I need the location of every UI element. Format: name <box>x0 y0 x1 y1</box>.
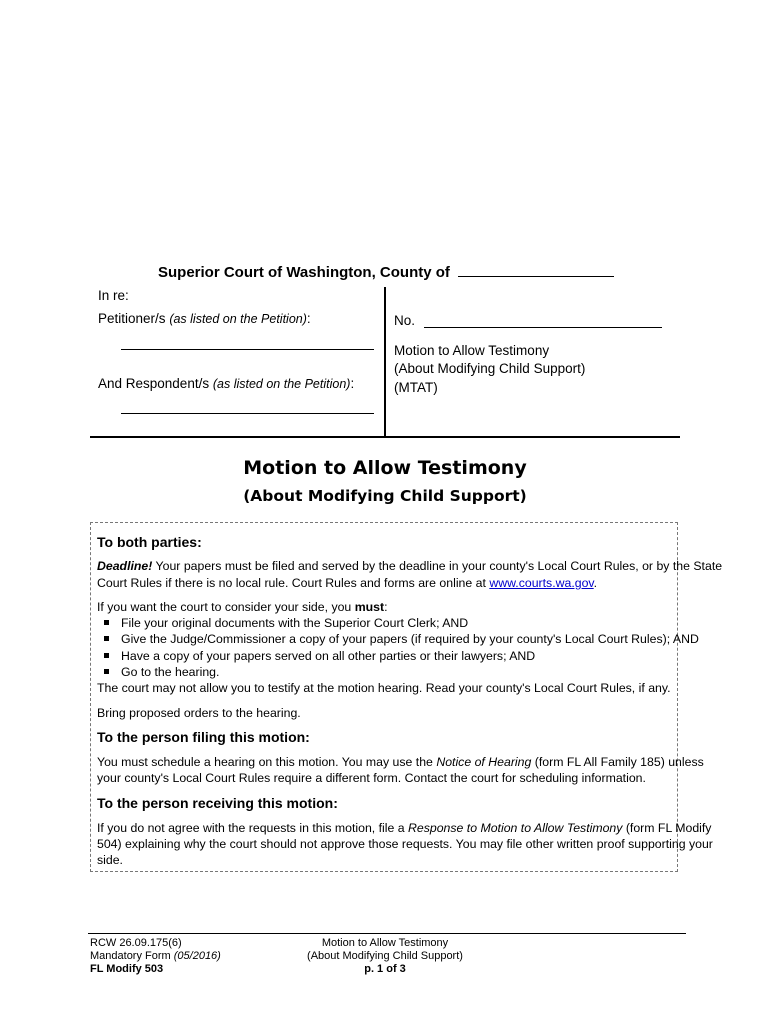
filing-heading: To the person filing this motion: <box>97 729 310 745</box>
county-blank-field[interactable] <box>458 262 614 277</box>
courts-website-link[interactable]: www.courts.wa.gov <box>489 576 594 590</box>
bullet-text: Have a copy of your papers served on all other parties or their lawyers; AND <box>121 649 536 663</box>
petitioner-note: (as listed on the Petition) <box>169 312 307 326</box>
bullet-text: Give the Judge/Commissioner a copy of your papers (if required by your county's Local Court Rules); AND <box>121 632 699 646</box>
page-title: Motion to Allow Testimony <box>243 457 527 479</box>
respondent-note: (as listed on the Petition) <box>212 377 351 391</box>
caption-bottom-rule <box>90 436 680 438</box>
deadline-end: . <box>593 576 598 590</box>
bullet-icon <box>104 636 109 641</box>
list-item <box>104 664 219 680</box>
must-colon: : <box>384 600 388 614</box>
respondent-label <box>98 376 354 391</box>
bullet-icon <box>104 669 109 674</box>
court-title-text: Superior Court of Washington, County of <box>158 264 450 281</box>
deadline-label: Deadline! <box>97 559 153 573</box>
deadline-line1 <box>97 558 722 574</box>
response-form-ref: Response to Motion to Allow Testimony <box>408 821 623 835</box>
petitioner-colon: : <box>306 311 311 326</box>
footer-rule <box>88 933 686 934</box>
in-re-label: In re: <box>98 288 129 303</box>
footer-title-line2: (About Modifying Child Support) <box>307 950 463 962</box>
receiving-line3: side. <box>97 853 123 867</box>
petitioner-label <box>98 311 311 326</box>
must-intro: If you want the court to consider your side, you <box>97 600 355 614</box>
bullet-text: Go to the hearing. <box>121 665 220 679</box>
list-item <box>104 615 468 631</box>
bullet-icon <box>104 620 109 625</box>
list-item <box>104 648 535 664</box>
doc-title-line3: (MTAT) <box>394 380 438 395</box>
page-subtitle: (About Modifying Child Support) <box>243 487 527 505</box>
deadline-text-2: Court Rules if there is no local rule. Court Rules and forms are online at <box>97 576 490 590</box>
case-number-label: No. <box>394 313 416 328</box>
footer-page-number: p. 1 of 3 <box>364 963 406 975</box>
bullet-icon <box>104 653 109 658</box>
caption-divider <box>384 287 386 437</box>
deadline-line2 <box>97 575 597 591</box>
must-intro-line <box>97 599 388 615</box>
receiving-text-1c: (form FL Modify <box>622 821 712 835</box>
must-word: must <box>354 600 385 614</box>
mandatory-date: (05/2016) <box>173 950 221 962</box>
receiving-text-1a: If you do not agree with the requests in this motion, file a <box>97 821 409 835</box>
both-parties-heading: To both parties: <box>97 534 202 550</box>
receiving-line2: 504) explaining why the court should not approve those requests. You may file other written proof supporting your <box>97 837 713 851</box>
respondent-label-text: And Respondent/s <box>98 376 210 391</box>
doc-title-line2: (About Modifying Child Support) <box>394 361 586 376</box>
receiving-heading: To the person receiving this motion: <box>97 795 338 811</box>
notice-of-hearing-ref: Notice of Hearing <box>436 755 532 769</box>
court-title <box>158 262 614 281</box>
filing-line1 <box>97 754 704 770</box>
bullet-text: File your original documents with the Superior Court Clerk; AND <box>121 616 469 630</box>
case-number-field[interactable] <box>424 327 662 328</box>
list-item <box>104 631 699 647</box>
testify-note: The court may not allow you to testify at the motion hearing. Read your county's Local Court Rules, if any. <box>97 681 671 695</box>
footer-title-line1: Motion to Allow Testimony <box>321 937 449 949</box>
receiving-line1 <box>97 820 711 836</box>
footer-rcw: RCW 26.09.175(6) <box>90 937 182 949</box>
footer-mandatory <box>90 950 221 963</box>
filing-text-1a: You must schedule a hearing on this motion. You may use the <box>97 755 437 769</box>
deadline-text-1: Your papers must be filed and served by the deadline in your county's Local Court Rules, or by the State <box>152 559 723 573</box>
petitioner-name-field[interactable] <box>121 349 374 350</box>
respondent-name-field[interactable] <box>121 413 374 414</box>
footer-form-id: FL Modify 503 <box>90 963 164 975</box>
bring-orders-note: Bring proposed orders to the hearing. <box>97 706 301 720</box>
filing-text-1c: (form FL All Family 185) unless <box>531 755 704 769</box>
petitioner-label-text: Petitioner/s <box>98 311 166 326</box>
respondent-colon: : <box>350 376 355 391</box>
doc-title-line1: Motion to Allow Testimony <box>394 343 550 358</box>
filing-line2: your county's Local Court Rules require a different form. Contact the court for scheduling information. <box>97 771 646 785</box>
mandatory-label: Mandatory Form <box>90 950 174 962</box>
